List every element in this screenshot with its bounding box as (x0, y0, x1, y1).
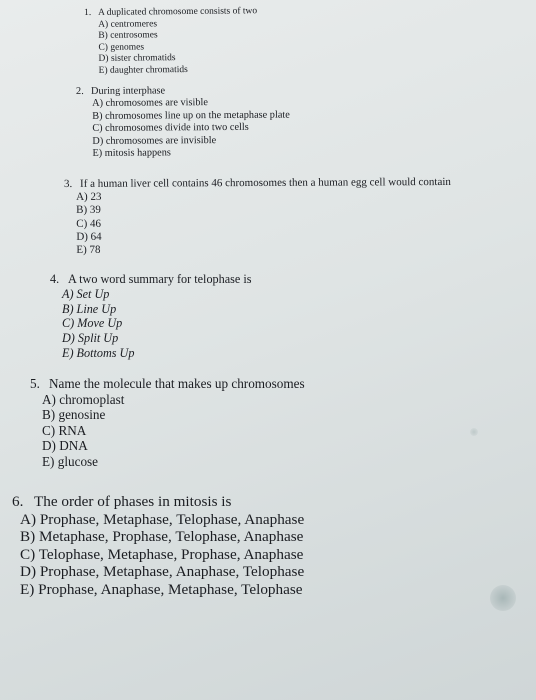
answer-option: A) chromoplast (42, 391, 125, 407)
answer-options (20, 511, 304, 599)
answer-option: E) Prophase, Anaphase, Metaphase, Telophase (20, 580, 303, 598)
question-text: A duplicated chromosome consists of two (97, 6, 258, 18)
question-number: 1. (84, 7, 92, 19)
answer-option: D) Prophase, Metaphase, Anaphase, Telophase (20, 563, 305, 581)
answer-option: C) chromosomes divide into two cells (92, 122, 249, 135)
paper-smudge (470, 428, 478, 436)
answer-option: E) mitosis happens (92, 147, 171, 159)
answer-option: B) Metaphase, Prophase, Telophase, Anaphase (20, 528, 304, 546)
answer-option: A) centromeres (98, 18, 158, 30)
question-2 (76, 85, 290, 161)
answer-option: C) 46 (76, 217, 102, 230)
answer-option: D) 64 (76, 230, 102, 243)
question-1 (84, 6, 258, 77)
answer-option: B) Line Up (62, 301, 117, 316)
answer-option: C) Telophase, Metaphase, Prophase, Anaphase (20, 545, 304, 563)
answer-option: C) genomes (98, 42, 145, 53)
question-number: 4. (50, 272, 60, 286)
question-5 (30, 376, 305, 470)
answer-options (92, 97, 290, 160)
answer-option: D) chromosomes are invisible (92, 134, 217, 147)
answer-option: C) Move Up (62, 316, 123, 331)
question-stem (84, 6, 258, 19)
answer-option: E) Bottoms Up (62, 345, 135, 360)
answer-options (98, 18, 258, 78)
answer-option: B) 39 (76, 204, 101, 217)
answer-option: A) Set Up (62, 286, 110, 301)
question-stem (50, 272, 251, 287)
answer-options (42, 392, 305, 470)
answer-option: E) glucose (42, 453, 99, 469)
question-3 (64, 176, 451, 257)
answer-option: B) centrosomes (98, 30, 158, 42)
answer-option: B) chromosomes line up on the metaphase plate (92, 109, 290, 122)
question-stem (64, 176, 451, 191)
answer-option: A) Prophase, Metaphase, Telophase, Anaphase (20, 510, 305, 528)
answer-option: A) chromosomes are visible (92, 97, 208, 110)
answer-options (76, 189, 451, 257)
answer-option: E) 78 (76, 243, 101, 256)
question-text: A two word summary for telophase is (68, 272, 252, 286)
answer-option: D) Split Up (62, 331, 119, 346)
answer-option: E) daughter chromatids (98, 64, 188, 76)
answer-option: D) sister chromatids (98, 53, 176, 65)
question-text: Name the molecule that makes up chromosomes (49, 376, 305, 391)
paper-smudge (490, 585, 516, 611)
question-text: The order of phases in mitosis is (34, 493, 232, 510)
question-number: 2. (76, 85, 84, 98)
question-number: 3. (64, 177, 73, 190)
question-text: During interphase (90, 85, 166, 97)
question-text: If a human liver cell contains 46 chromosomes then a human egg cell would contain (79, 175, 451, 190)
question-6 (12, 493, 304, 599)
question-4 (50, 272, 251, 361)
question-number: 5. (30, 376, 40, 391)
answer-options (62, 287, 251, 361)
answer-option: A) 23 (76, 191, 102, 204)
answer-option: C) RNA (42, 422, 87, 438)
question-stem (30, 376, 305, 392)
answer-option: B) genosine (42, 407, 106, 423)
question-number: 6. (12, 493, 24, 510)
answer-option: D) DNA (42, 438, 88, 454)
question-stem (12, 493, 304, 511)
